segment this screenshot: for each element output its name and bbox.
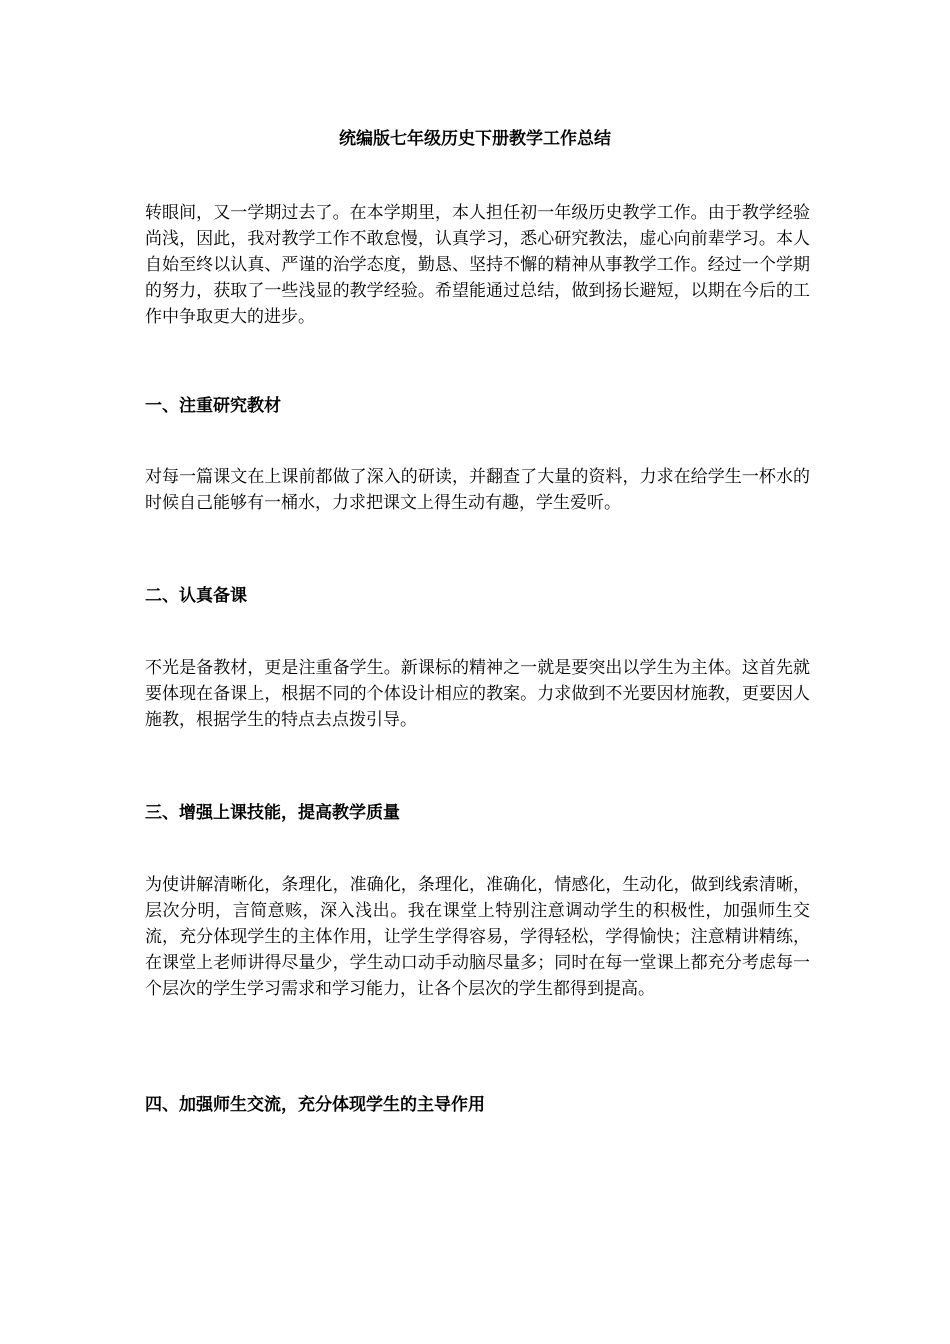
section-heading-2: 二、认真备课 [145,586,247,606]
section-body-1: 对每一篇课文在上课前都做了深入的研读，并翻查了大量的资料，力求在给学生一杯水的时候自己能够有一桶水，力求把课文上得生动有趣，学生爱听。 [145,467,810,513]
intro-paragraph: 转眼间，又一学期过去了。在本学期里，本人担任初一年级历史教学工作。由于教学经验尚浅，因此，我对教学工作不敢怠慢，认真学习，悉心研究教法，虚心向前辈学习。本人自始至终以认真、严谨的治学态度，勤恳、坚持不懈的精神从事教学工作。经过一个学期的努力，获取了一些浅显的教学经验。希望能通过总结，做到扬长避短，以期在今后的工作中争取更大的进步。 [145,203,810,327]
section-heading-3: 三、增强上课技能，提高教学质量 [145,803,400,823]
section-heading-1: 一、注重研究教材 [145,396,281,416]
section-heading-4: 四、加强师生交流，充分体现学生的主导作用 [145,1095,485,1115]
document-title: 统编版七年级历史下册教学工作总结 [339,129,611,149]
section-body-3: 为使讲解清晰化，条理化，准确化，条理化，准确化，情感化，生动化，做到线索清晰，层次分明，言简意赅，深入浅出。我在课堂上特别注意调动学生的积极性，加强师生交流，充分体现学生的主体作用，让学生学得容易，学得轻松，学得愉快；注意精讲精练，在课堂上老师讲得尽量少，学生动口动手动脑尽量多；同时在每一堂课上都充分考虑每一个层次的学生学习需求和学习能力，让各个层次的学生都得到提高。 [145,875,810,999]
section-body-2: 不光是备教材，更是注重备学生。新课标的精神之一就是要突出以学生为主体。这首先就要体现在备课上，根据不同的个体设计相应的教案。力求做到不光要因材施教，更要因人施教，根据学生的特点去点拨引导。 [145,658,810,730]
